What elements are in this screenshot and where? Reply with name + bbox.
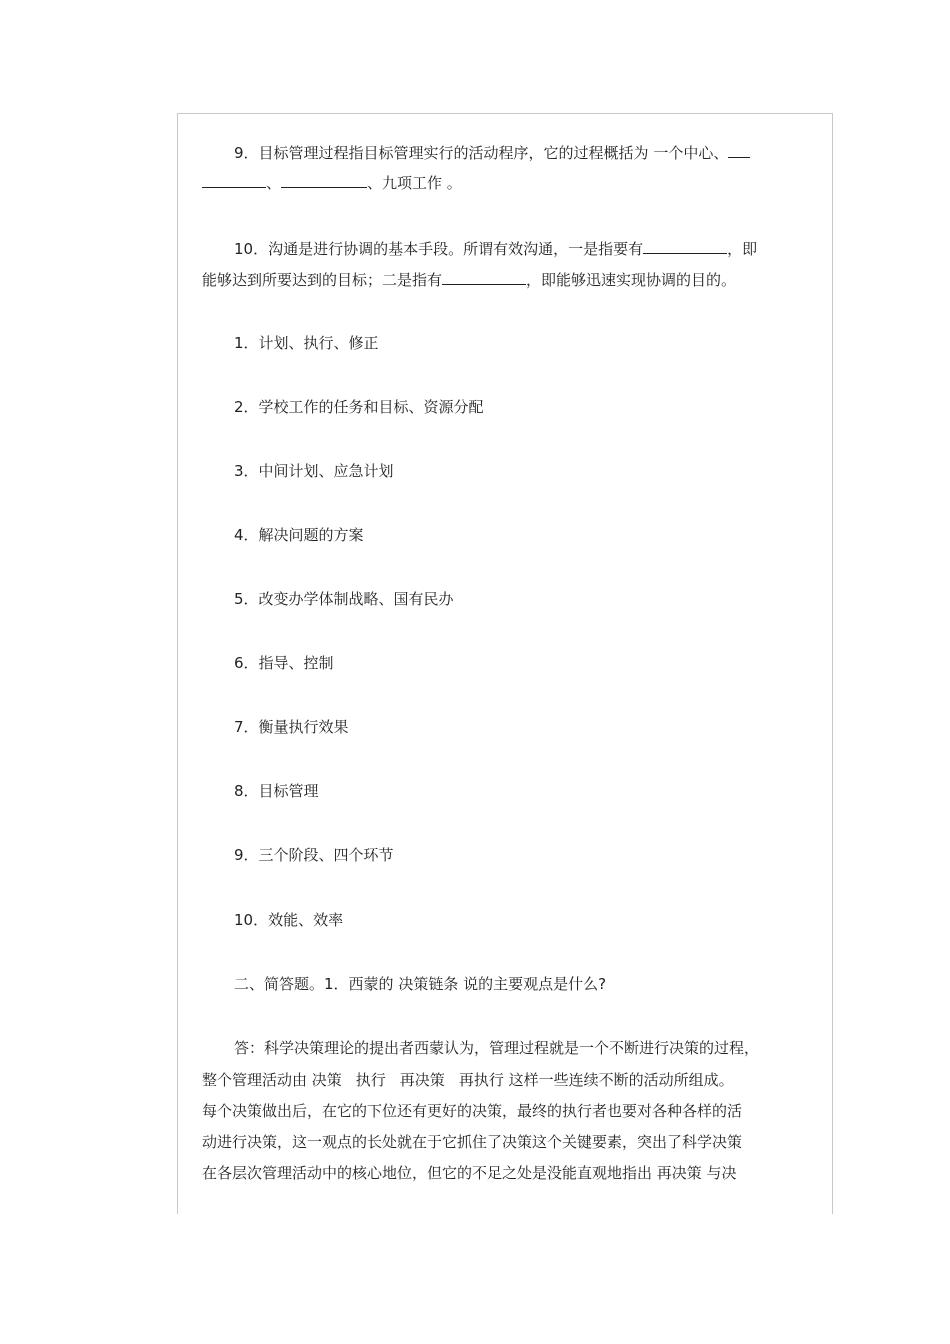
answer-item: 7．衡量执行效果 (234, 718, 349, 736)
question-10-text: 10．沟通是进行协调的基本手段。所谓有效沟通，一是指要有 (234, 240, 644, 258)
answer-fragment: 执行 (355, 1071, 386, 1089)
question-9-line-1 (202, 142, 750, 163)
blank-line (442, 269, 526, 285)
blank-line (202, 172, 266, 188)
answer-paragraph-line (202, 1070, 734, 1090)
answer-item: 9．三个阶段、四个环节 (234, 846, 394, 864)
question-10-line-2 (202, 269, 736, 290)
answer-fragment: 再执行 这样一些连续不断的活动所组成。 (458, 1071, 734, 1089)
answer-item: 3．中间计划、应急计划 (234, 462, 394, 480)
answer-fragment: 整个管理活动由 决策 (202, 1071, 342, 1089)
question-9-line-2 (202, 172, 462, 193)
question-10-text-cont: ，即 (727, 240, 758, 258)
blank-line (643, 238, 727, 254)
answer-item: 4．解决问题的方案 (234, 526, 364, 544)
answer-item: 1．计划、执行、修正 (234, 334, 379, 352)
question-9-text: 9．目标管理过程指目标管理实行的活动程序，它的过程概括为 一个中心、 (234, 144, 729, 162)
answer-item: 10．效能、效率 (234, 911, 344, 929)
answer-paragraph-line: 每个决策做出后，在它的下位还有更好的决策，最终的执行者也要对各种各样的活 (202, 1102, 743, 1120)
answer-item: 8．目标管理 (234, 782, 319, 800)
question-10-ending: ，即能够迅速实现协调的目的。 (526, 271, 737, 289)
separator-text: 、 (266, 174, 282, 192)
answer-paragraph-line: 答：科学决策理论的提出者西蒙认为，管理过程就是一个不断进行决策的过程， (234, 1039, 760, 1057)
answer-fragment: 再决策 (399, 1071, 445, 1089)
question-10-text-2: 能够达到所要达到的目标；二是指有 (202, 271, 443, 289)
short-answer-question: 二、简答题。1．西蒙的 决策链条 说的主要观点是什么? (234, 975, 607, 993)
answer-item: 2．学校工作的任务和目标、资源分配 (234, 398, 484, 416)
answer-item: 5．改变办学体制战略、国有民办 (234, 590, 454, 608)
blank-line (281, 172, 367, 188)
question-9-ending: 、九项工作 。 (367, 174, 462, 192)
question-10-line-1 (202, 238, 757, 259)
answer-paragraph-line: 动进行决策，这一观点的长处就在于它抓住了决策这个关键要素，突出了科学决策 (202, 1133, 743, 1151)
answer-item: 6．指导、控制 (234, 654, 334, 672)
answer-paragraph-line: 在各层次管理活动中的核心地位，但它的不足之处是没能直观地指出 再决策 与决 (202, 1164, 737, 1182)
blank-line (728, 142, 750, 158)
